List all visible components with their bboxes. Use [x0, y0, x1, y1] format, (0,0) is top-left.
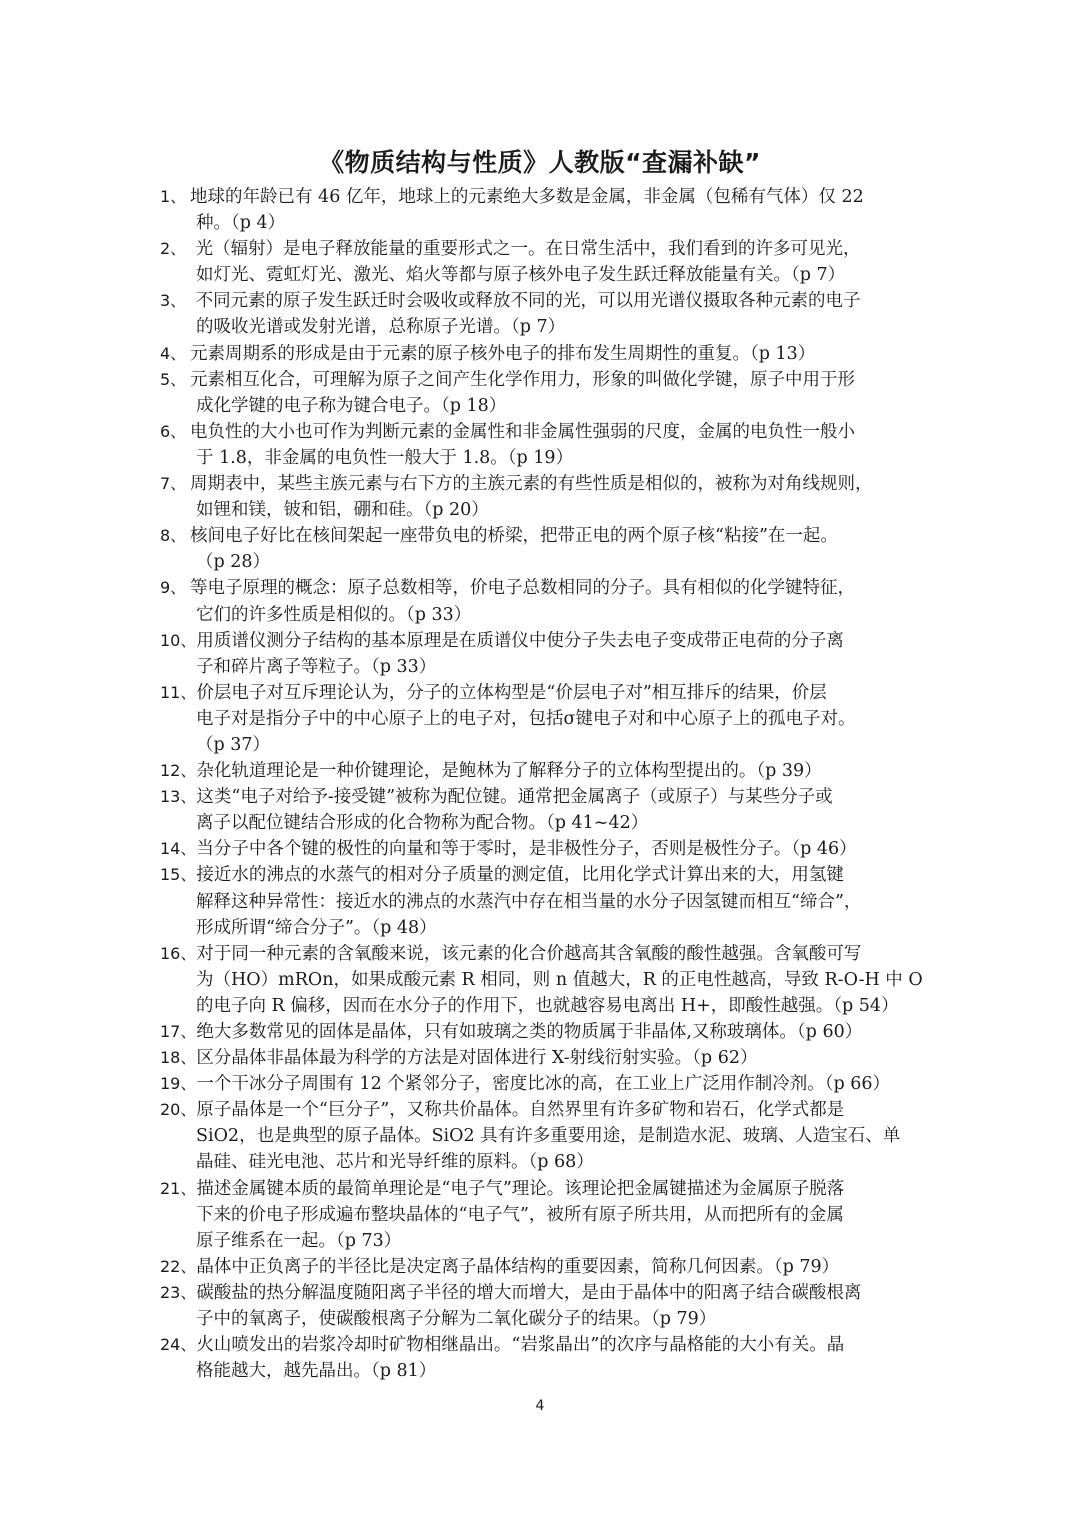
item-text: 地球的年龄已有 46 亿年，地球上的元素绝大多数是金属，非金属（包稀有气体）仅 22	[190, 187, 864, 207]
list-item	[160, 1071, 928, 1097]
list-item	[160, 836, 928, 862]
item-text: 元素周期系的形成是由于元素的原子核外电子的排布发生周期性的重复。（p 13）	[190, 343, 816, 364]
item-line	[160, 654, 928, 680]
list-item	[160, 184, 928, 236]
item-text: 核间电子好比在核间架起一座带负电的桥梁，把带正电的两个原子核“粘接”在一起。	[190, 526, 838, 547]
item-line	[160, 889, 928, 915]
item-text: 价层电子对互斥理论认为，分子的立体构型是“价层电子对”相互排斥的结果，价层	[196, 682, 827, 703]
item-line	[160, 967, 928, 993]
item-text: 下来的价电子形成遍布整块晶体的“电子气”，被所有原子所共用，从而把所有的金属	[196, 1204, 844, 1225]
list-item	[160, 1254, 928, 1280]
item-line	[160, 419, 928, 445]
item-line	[160, 1202, 928, 1228]
item-text: 等电子原理的概念：原子总数相等，价电子总数相同的分子。具有相似的化学键特征，	[190, 578, 855, 599]
item-list	[160, 184, 928, 1384]
item-number: 22、	[160, 1256, 197, 1276]
page-number: 4	[535, 1398, 545, 1414]
item-line	[160, 393, 928, 419]
item-text: SiO2，也是典型的原子晶体。SiO2 具有许多重要用途，是制造水泥、玻璃、人造宝石、单	[196, 1126, 901, 1147]
item-text: 于 1.8，非金属的电负性一般大于 1.8。（p 19）	[196, 447, 574, 468]
item-text: 的电子向 R 偏移，因而在水分子的作用下，也就越容易电离出 H+，即酸性越强。（p 54）	[196, 995, 899, 1016]
item-line	[160, 236, 928, 262]
item-number: 12、	[160, 761, 197, 781]
item-number: 18、	[160, 1048, 197, 1068]
item-text: 用质谱仪测分子结构的基本原理是在质谱仪中使分子失去电子变成带正电荷的分子离	[196, 630, 844, 651]
item-text: 晶硅、硅光电池、芯片和光导纤维的原料。（p 68）	[196, 1152, 594, 1173]
item-text: 原子维系在一起。（p 73）	[196, 1230, 402, 1251]
item-number: 1、	[160, 187, 187, 206]
item-line	[160, 915, 928, 941]
item-text: 描述金属键本质的最简单理论是“电子气”理论。该理论把金属键描述为金属原子脱落	[196, 1178, 845, 1199]
list-item	[160, 419, 928, 471]
item-number: 19、	[160, 1074, 197, 1094]
item-text: （p 37）	[196, 734, 271, 755]
item-line	[160, 732, 928, 758]
item-text: 接近水的沸点的水蒸气的相对分子质量的测定值，比用化学式计算出来的大，用氢键	[196, 865, 844, 886]
item-number: 3、	[160, 291, 187, 311]
item-line	[160, 288, 928, 314]
item-number: 14、	[160, 839, 197, 859]
item-text: 子和碎片离子等粒子。（p 33）	[196, 656, 437, 677]
item-line	[160, 341, 928, 367]
list-item	[160, 523, 928, 575]
item-line	[160, 1071, 928, 1097]
item-text: 一个干冰分子周围有 12 个紧邻分子，密度比冰的高，在工业上广泛用作制冷剂。（p 66）	[196, 1074, 891, 1095]
item-text: 元素相互化合，可理解为原子之间产生化学作用力，形象的叫做化学键，原子中用于形	[190, 369, 855, 390]
item-line	[160, 210, 928, 236]
item-number: 5、	[160, 369, 187, 389]
item-line	[160, 184, 928, 210]
item-text: 这类“电子对给予-接受键”被称为配位键。通常把金属离子（或原子）与某些分子或	[196, 787, 833, 808]
item-text: 电子对是指分子中的中心原子上的电子对，包括σ键电子对和中心原子上的孤电子对。	[196, 708, 856, 729]
item-line	[160, 1176, 928, 1202]
item-text: 它们的许多性质是相似的。（p 33）	[196, 604, 472, 625]
item-line	[160, 1019, 928, 1045]
item-line	[160, 1332, 928, 1358]
list-item	[160, 236, 928, 288]
item-line	[160, 1358, 928, 1384]
item-text: 原子晶体是一个“巨分子”，又称共价晶体。自然界里有许多矿物和岩石，化学式都是	[196, 1100, 845, 1121]
list-item	[160, 288, 928, 340]
item-text: 晶体中正负离子的半径比是决定离子晶体结构的重要因素，简称几何因素。（p 79）	[196, 1256, 840, 1277]
item-text: 格能越大，越先晶出。（p 81）	[196, 1361, 437, 1382]
item-line	[160, 993, 928, 1019]
item-number: 6、	[160, 421, 187, 441]
item-number: 16、	[160, 943, 197, 963]
list-item	[160, 1280, 928, 1332]
item-line	[160, 1254, 928, 1280]
item-line	[160, 367, 928, 393]
item-text: 成化学键的电子称为键合电子。（p 18）	[196, 395, 507, 416]
item-text: 周期表中，某些主族元素与右下方的主族元素的有些性质是相似的，被称为对角线规则，	[190, 474, 873, 495]
list-item	[160, 862, 928, 940]
item-text: 形成所谓“缔合分子”。（p 48）	[196, 917, 437, 938]
item-text: 为（HO）mROn，如果成酸元素 R 相同，则 n 值越大，R 的正电性越高，导致 R-O-H 中 O	[196, 969, 923, 990]
item-number: 17、	[160, 1022, 197, 1041]
item-number: 13、	[160, 787, 197, 807]
list-item	[160, 471, 928, 523]
list-item	[160, 758, 928, 784]
item-line	[160, 1306, 928, 1332]
item-number: 21、	[160, 1178, 197, 1198]
list-item	[160, 367, 928, 419]
list-item	[160, 575, 928, 627]
item-line	[160, 628, 928, 654]
item-number: 2、	[160, 239, 187, 259]
item-number: 9、	[160, 578, 187, 598]
item-line	[160, 602, 928, 628]
page-title: 《物质结构与性质》人教版“查漏补缺”	[319, 148, 761, 177]
item-number: 8、	[160, 526, 187, 546]
item-number: 24、	[160, 1335, 197, 1355]
item-text: 如灯光、霓虹灯光、激光、焰火等都与原子核外电子发生跃迁释放能量有关。（p 7）	[196, 265, 846, 286]
item-text: 如锂和镁，铍和铝，硼和硅。（p 20）	[196, 500, 489, 521]
item-line	[160, 784, 928, 810]
list-item	[160, 1176, 928, 1254]
item-text: 解释这种异常性：接近水的沸点的水蒸汽中存在相当量的水分子因氢键而相互“缔合”，	[196, 891, 862, 912]
item-number: 15、	[160, 865, 197, 885]
item-line	[160, 941, 928, 967]
list-item	[160, 941, 928, 1019]
item-text: 离子以配位键结合形成的化合物称为配合物。（p 41~42）	[196, 813, 649, 834]
item-text: 杂化轨道理论是一种价键理论，是鲍林为了解释分子的立体构型提出的。（p 39）	[196, 761, 822, 782]
item-line	[160, 706, 928, 732]
item-number: 4、	[160, 343, 187, 363]
list-item	[160, 341, 928, 367]
item-line	[160, 262, 928, 288]
item-text: 的吸收光谱或发射光谱，总称原子光谱。（p 7）	[196, 317, 566, 338]
item-line	[160, 575, 928, 601]
item-line	[160, 549, 928, 575]
item-line	[160, 836, 928, 862]
item-number: 10、	[160, 630, 197, 650]
item-number: 23、	[160, 1282, 197, 1302]
item-line	[160, 523, 928, 549]
item-line	[160, 758, 928, 784]
item-text: 电负性的大小也可作为判断元素的金属性和非金属性强弱的尺度，金属的电负性一般小	[190, 421, 855, 442]
item-text: 子中的氧离子，使碳酸根离子分解为二氧化碳分子的结果。（p 79）	[196, 1309, 717, 1330]
item-text: 光（辐射）是电子释放能量的重要形式之一。在日常生活中，我们看到的许多可见光，	[190, 239, 861, 260]
list-item	[160, 1019, 928, 1045]
list-item	[160, 1045, 928, 1071]
item-text: 不同元素的原子发生跃迁时会吸收或释放不同的光，可以用光谱仪摄取各种元素的电子	[190, 291, 861, 312]
item-number: 7、	[160, 474, 187, 494]
item-line	[160, 1097, 928, 1123]
list-item	[160, 1097, 928, 1175]
item-line	[160, 445, 928, 471]
item-text: 绝大多数常见的固体是晶体，只有如玻璃之类的物质属于非晶体,又称玻璃体。（p 60）	[196, 1022, 863, 1042]
list-item	[160, 628, 928, 680]
item-number: 20、	[160, 1100, 197, 1120]
list-item	[160, 1332, 928, 1384]
item-line	[160, 314, 928, 340]
item-text: 碳酸盐的热分解温度随阳离子半径的增大而增大，是由于晶体中的阳离子结合碳酸根离	[196, 1282, 862, 1303]
list-item	[160, 784, 928, 836]
item-text: 当分子中各个键的极性的向量和等于零时，是非极性分子，否则是极性分子。（p 46）	[196, 839, 857, 860]
item-line	[160, 1045, 928, 1071]
item-text: 种。（p 4）	[196, 213, 286, 234]
item-line	[160, 862, 928, 888]
item-number: 11、	[160, 682, 197, 702]
item-line	[160, 1123, 928, 1149]
list-item	[160, 680, 928, 758]
item-line	[160, 497, 928, 523]
item-text: 区分晶体非晶体最为科学的方法是对固体进行 X-射线衍射实验。（p 62）	[196, 1048, 758, 1069]
item-line	[160, 1149, 928, 1175]
item-line	[160, 1228, 928, 1254]
item-line	[160, 680, 928, 706]
item-text: 火山喷发出的岩浆冷却时矿物相继晶出。“岩浆晶出”的次序与晶格能的大小有关。晶	[196, 1335, 845, 1356]
item-line	[160, 810, 928, 836]
item-line	[160, 1280, 928, 1306]
item-text: （p 28）	[196, 552, 271, 573]
item-line	[160, 471, 928, 497]
item-text: 对于同一种元素的含氧酸来说，该元素的化合价越高其含氧酸的酸性越强。含氧酸可写	[196, 943, 862, 964]
